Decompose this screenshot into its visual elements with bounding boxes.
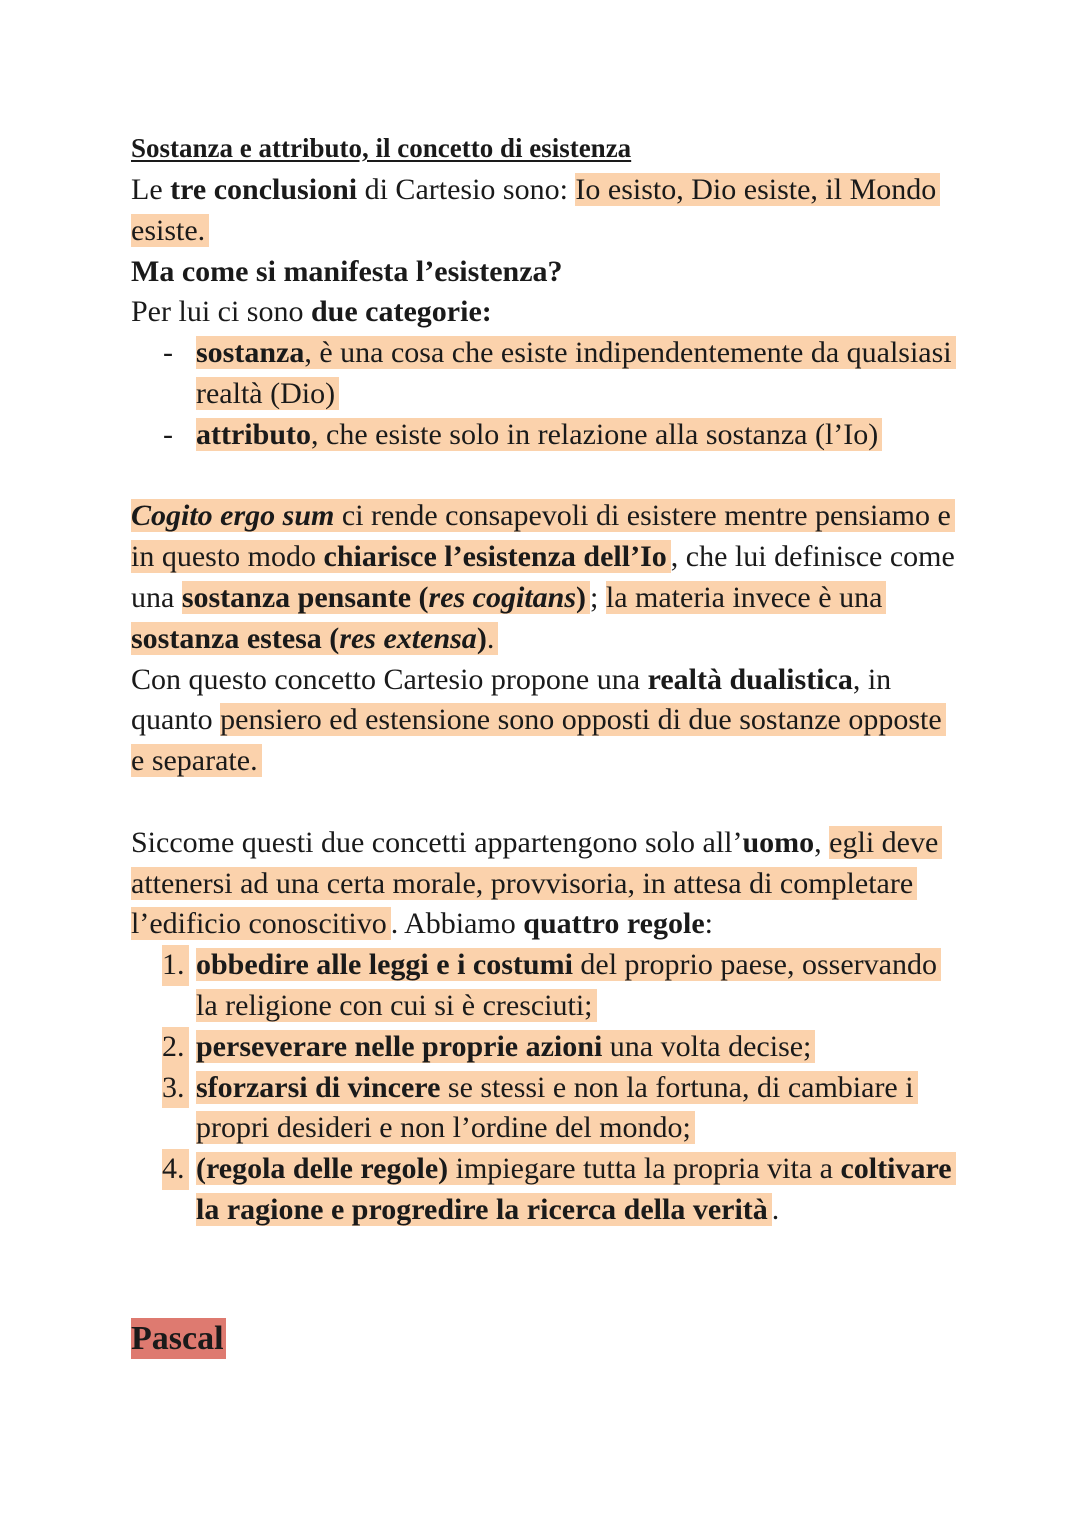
bold-term: perseverare nelle proprie azioni (196, 1029, 603, 1063)
text: impiegare tutta la propria vita a (448, 1152, 841, 1186)
list-item (131, 415, 961, 456)
question-line (131, 252, 961, 293)
paragraph-categories (131, 292, 961, 333)
bold-term: tre conclusioni (170, 173, 358, 206)
text: la materia invece è una (605, 580, 883, 614)
section-heading: Sostanza e attributo, il concetto di esistenza (131, 133, 632, 163)
paragraph-cogito (131, 496, 961, 659)
dash-bullet: - (163, 417, 173, 451)
red-highlight: Pascal (131, 1319, 224, 1357)
bold-term: sforzarsi di vincere (196, 1070, 441, 1104)
highlight: egli deve attenersi ad una certa morale, provvisoria, in attesa di completare l’edificio conoscitivo (131, 826, 942, 941)
text: . (771, 1192, 780, 1226)
bold-italic-term: res extensa (339, 621, 477, 655)
paragraph-conclusions (131, 170, 961, 252)
bold-term: chiarisce l’esistenza dell’Io (323, 540, 667, 574)
highlight (196, 1071, 918, 1145)
text: ci rende consapevoli di esistere mentre pensiamo e in questo modo (131, 499, 951, 574)
highlight: Io esisto, Dio esiste, il Mondo esiste. (131, 173, 940, 247)
rules-list (131, 945, 961, 1231)
bold-term: due categorie: (311, 295, 492, 329)
list-number: 2. (162, 1027, 189, 1068)
document-page (131, 128, 961, 1361)
list-number: 3. (162, 1068, 189, 1109)
text: Siccome questi due concetti appartengono solo all’ (131, 825, 743, 859)
text: . (486, 621, 495, 655)
list-number: 1. (162, 945, 189, 986)
bold-term: sostanza estesa ( (131, 621, 340, 655)
text: Con questo concetto Cartesio propone una (131, 662, 648, 696)
highlight (196, 1030, 815, 1063)
highlight (196, 418, 882, 451)
bold-italic-term: Cogito ergo sum (131, 499, 335, 533)
categories-list (131, 333, 961, 455)
list-item (131, 1068, 961, 1150)
list-item (131, 333, 961, 415)
bold-italic-term: res cogitans (428, 580, 577, 614)
bold-term: realtà dualistica (647, 662, 853, 696)
text: ; (590, 580, 606, 614)
highlight: pensiero ed estensione sono opposti di due sostanze opposte e separate. (131, 703, 946, 777)
text: del proprio paese, osservando la religione con cui si è cresciuti; (196, 948, 937, 1022)
bold-term: ) (476, 621, 487, 655)
text: una volta decise; (602, 1029, 812, 1063)
text: : (704, 907, 713, 941)
list-number: 4. (162, 1149, 189, 1190)
text: se stessi e non la fortuna, di cambiare i propri desideri e non l’ordine del mondo; (196, 1070, 914, 1145)
next-section-heading (131, 1317, 961, 1361)
text: Per lui ci sono (131, 295, 311, 329)
highlight (182, 581, 590, 614)
list-item (131, 1027, 961, 1068)
text: Le (131, 173, 171, 206)
bold-term: coltivare la ragione e progredire la ricerca della verità (196, 1152, 952, 1226)
text: , (814, 825, 830, 859)
text: , è una cosa che esiste indipendentemente da qualsiasi realtà (Dio) (196, 336, 952, 410)
bold-term: attributo (196, 417, 311, 451)
bold-term: sostanza pensante ( (181, 580, 429, 614)
list-item (131, 1149, 961, 1231)
highlight (196, 1152, 956, 1226)
dash-bullet: - (163, 336, 173, 370)
list-item (131, 945, 961, 1027)
text: di Cartesio sono: (357, 173, 576, 206)
bold-term: (regola delle regole) (196, 1152, 449, 1186)
highlight (196, 948, 941, 1022)
highlight (196, 336, 956, 410)
text: , in quanto (131, 662, 892, 737)
bold-term: uomo (742, 825, 815, 859)
bold-term: obbedire alle leggi e i costumi (196, 948, 573, 982)
text: , che lui definisce come una (131, 540, 955, 614)
paragraph-morale (131, 823, 961, 945)
text: . Abbiamo (390, 907, 524, 941)
bold-term: sostanza (196, 336, 305, 370)
paragraph-dualism (131, 660, 961, 782)
text: , che esiste solo in relazione alla sostanza (l’Io) (311, 417, 879, 451)
bold-question: Ma come si manifesta l’esistenza? (131, 254, 563, 288)
bold-term: ) (576, 580, 587, 614)
bold-term: quattro regole (523, 907, 705, 941)
